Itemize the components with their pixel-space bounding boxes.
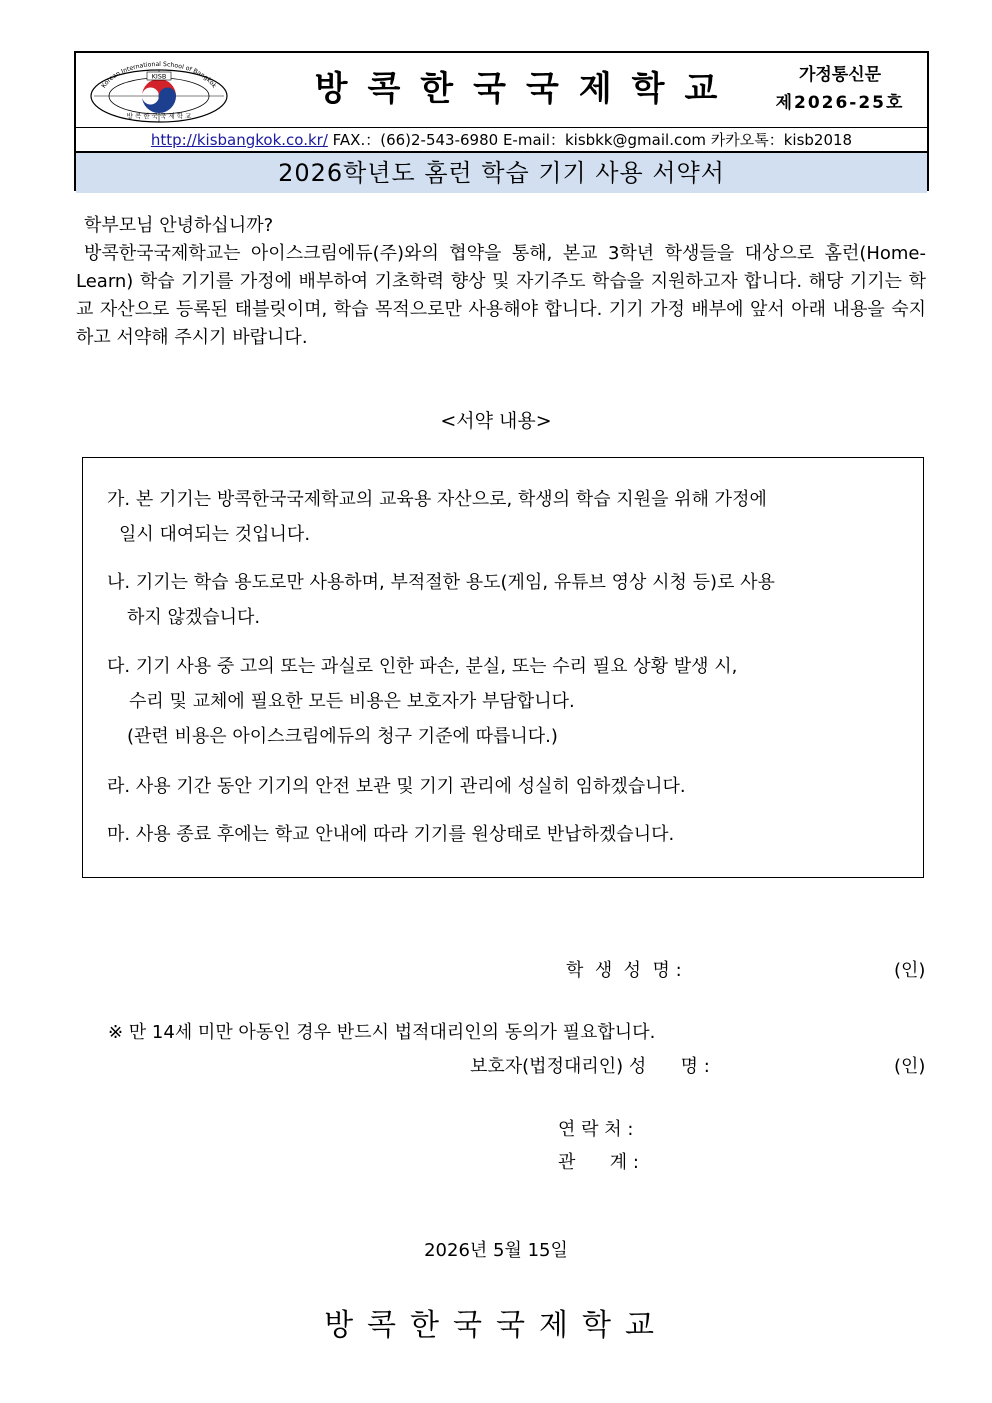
logo-arc-text: Korean International School of Bangkok xyxy=(100,60,218,90)
pledge-item: 나. 기기는 학습 용도로만 사용하며, 부적절한 용도(게임, 유튜브 영상 시청 등)로 사용 하지 않겠습니다. xyxy=(107,572,775,628)
contact-number-label: 연 락 처 : xyxy=(558,1119,634,1140)
guardian-consent-note: ※ 만 14세 미만 아동인 경우 반드시 법적대리인의 동의가 필요합니다. xyxy=(108,1022,656,1043)
guardian-name-label: 보호자(법정대리인) 성 명 : xyxy=(470,1056,710,1077)
student-name-label: 학 생 성 명 : xyxy=(566,960,682,981)
pledge-item: 가. 본 기기는 방콕한국국제학교의 교육용 자산으로, 학생의 학습 지원을 위해 가정에 일시 대여되는 것입니다. xyxy=(107,489,767,545)
pledge-item: 마. 사용 종료 후에는 학교 안내에 따라 기기를 원상태로 반납하겠습니다. xyxy=(107,824,675,845)
newsletter-type: 가정통신문 xyxy=(798,65,882,85)
document-date: 2026년 5월 15일 xyxy=(424,1240,568,1261)
document-title: 2026학년도 홈런 학습 기기 사용 서약서 xyxy=(76,151,927,193)
logo-badge-text: KISB xyxy=(151,72,167,81)
contact-details: FAX.：(66)2-543-6980 E-mail：kisbkk@gmail.com 카카오톡：kisb2018 xyxy=(332,131,853,149)
school-name-title: 방콕한국국제학교 xyxy=(314,69,738,109)
intro-section xyxy=(76,212,926,352)
student-seal: (인) xyxy=(894,960,926,981)
pledge-box xyxy=(82,457,924,878)
contact-line xyxy=(76,127,927,152)
website-link[interactable]: http://kisbangkok.co.kr/ xyxy=(150,131,328,149)
letterhead-top xyxy=(76,53,927,127)
footer-school-name: 방콕한국국제학교 xyxy=(324,1308,668,1343)
school-logo-icon xyxy=(84,58,234,123)
greeting: 학부모님 안녕하십니까? xyxy=(84,215,274,236)
relation-label: 관 계 : xyxy=(558,1152,639,1173)
pledge-item: 다. 기기 사용 중 고의 또는 과실로 인한 파손, 분실, 또는 수리 필요 상황 발생 시, 수리 및 교체에 필요한 모든 비용은 보호자가 부담합니다. (관련 비용은 아이스크림에듀의 청구 기준에 따릅니다.) xyxy=(107,656,738,747)
letterhead xyxy=(74,51,929,191)
guardian-seal: (인) xyxy=(894,1056,926,1077)
newsletter-info xyxy=(760,61,920,117)
newsletter-number: 제2026-25호 xyxy=(775,93,905,113)
logo-korean-text: 방 콕 한 국 국 제 학 교 xyxy=(126,112,192,120)
intro-body: 방콕한국국제학교는 아이스크림에듀(주)와의 협약을 통해, 본교 3학년 학생들을 대상으로 홈런(Home-Learn) 학습 기기를 가정에 배부하여 기초학력 향상 및 자기주도 학습을 지원하고자 합니다. 해당 기기는 학교 자산으로 등록된 태블릿이며, 학습 목적으로만 사용해야 합니다. 기기 가정 배부에 앞서 아래 내용을 숙지하고 서약해 주시기 바랍니다. xyxy=(76,243,926,348)
pledge-heading: <서약 내용> xyxy=(440,410,552,432)
pledge-item: 라. 사용 기간 동안 기기의 안전 보관 및 기기 관리에 성실히 임하겠습니다. xyxy=(107,776,686,797)
